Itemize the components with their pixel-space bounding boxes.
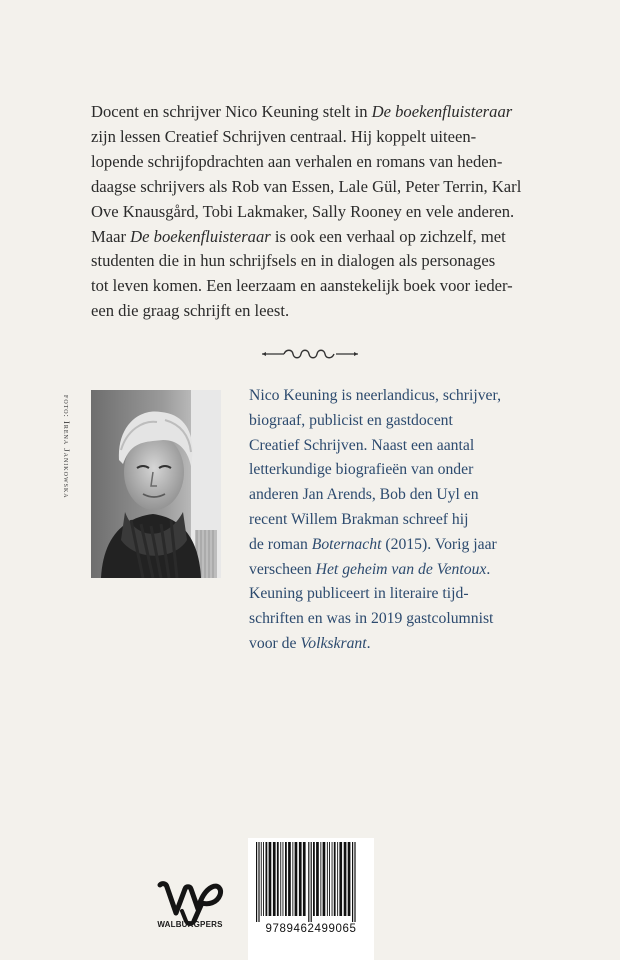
barcode-bar (273, 842, 276, 916)
ornament-divider (262, 346, 358, 362)
photo-credit: foto: Irena Janikowska (62, 395, 72, 499)
isbn-number: 9789462499065 (265, 923, 357, 935)
bio-text: letterkundige biografieën van onder (249, 461, 474, 479)
barcode-bar (277, 842, 279, 916)
blurb-line (91, 274, 527, 299)
barcode-bar (308, 842, 309, 922)
barcode-bar (332, 842, 333, 916)
blurb-text: Ove Knausgård, Tobi Lakmaker, Sally Rooney en vele anderen. (91, 201, 515, 221)
bio-italic-title: Boternacht (311, 535, 382, 553)
author-photo (91, 390, 221, 578)
bio-line (249, 434, 539, 459)
bio-line (249, 483, 539, 508)
bio-text: biograaf, publicist en gastdocent (249, 411, 453, 429)
bio-text: anderen Jan Arends, Bob den Uyl en (249, 486, 479, 504)
publisher-name: WALBURGPERS (157, 920, 223, 929)
bio-text: Creatief Schrijven. Naast een aantal (249, 436, 475, 454)
bio-text: recent Willem Brakman schreef hij (249, 510, 469, 528)
barcode-bar (263, 842, 264, 916)
bio-text: Nico Keuning is neerlandicus, schrijver, (249, 387, 502, 404)
blurb-line (91, 299, 527, 324)
barcode-bars-icon (248, 838, 374, 922)
barcode-bar (288, 842, 291, 916)
bio-italic-title: Volkskrant (300, 634, 367, 652)
barcode-bar (313, 842, 315, 916)
bio-text: verscheen (249, 560, 316, 578)
barcode-bar (316, 842, 319, 916)
bio-italic-title: Het geheim van de Ventoux (315, 560, 487, 578)
barcode-bar (354, 842, 355, 922)
bio-text: (2015). Vorig jaar (381, 535, 497, 553)
author-bio (249, 384, 539, 657)
barcode-bar (327, 842, 328, 916)
bio-line (249, 458, 539, 483)
blurb-text: daagse schrijvers als Rob van Essen, Lale Gül, Peter Terrin, Karl (91, 176, 522, 196)
blurb-line (91, 249, 527, 274)
barcode-bar (299, 842, 302, 916)
blurb-text: Maar (91, 226, 131, 246)
barcode-bar (261, 842, 262, 916)
blurb-line (91, 200, 527, 225)
blurb-text: zijn lessen Creatief Schrijven centraal. Hij koppelt uiteen- (91, 126, 477, 146)
bio-line (249, 409, 539, 434)
bio-line (249, 533, 539, 558)
blurb-text: Docent en schrijver Nico Keuning stelt in (91, 102, 372, 121)
bio-text: voor de (249, 634, 301, 652)
barcode-bar (266, 842, 268, 916)
bio-text: . (366, 634, 371, 652)
blurb-italic-title: De boekenfluisteraar (130, 226, 271, 246)
barcode-bar (295, 842, 298, 916)
blurb-text: lopende schrijfopdrachten aan verhalen en romans van heden- (91, 151, 503, 171)
blurb-line (91, 150, 527, 175)
blurb-italic-title: De boekenfluisteraar (371, 102, 513, 121)
bio-text: Keuning publiceert in literaire tijd- (249, 585, 469, 603)
barcode-bar (348, 842, 351, 916)
bio-line (249, 508, 539, 533)
blurb-line (91, 125, 527, 150)
blurb-line (91, 100, 527, 125)
bio-text: . (486, 560, 491, 578)
bio-text: de roman (249, 535, 312, 553)
barcode-bar (285, 842, 287, 916)
blurb-text (91, 100, 527, 324)
barcode-bar (269, 842, 272, 916)
blurb-text: een die graag schrijft en leest. (91, 301, 290, 321)
blurb-text: tot leven komen. Een leerzaam en aanstekelijk boek voor ieder- (91, 276, 513, 296)
barcode-bar (329, 842, 330, 916)
barcode-bar (320, 842, 321, 916)
barcode-bar (339, 842, 342, 916)
bio-line (249, 607, 539, 632)
barcode-bar (280, 842, 281, 916)
blurb-text: studenten die in hun schrijfsels en in dialogen als personages (91, 251, 496, 271)
barcode-bar (334, 842, 336, 916)
barcode-bar (311, 842, 312, 922)
blurb-line (91, 175, 527, 200)
barcode-bar (337, 842, 338, 916)
bio-line (249, 384, 539, 409)
bio-line (249, 582, 539, 607)
barcode-bar (344, 842, 347, 916)
bio-line (249, 558, 539, 583)
barcode-bar (283, 842, 284, 916)
barcode-bar (256, 842, 257, 922)
blurb-line (91, 225, 527, 250)
publisher-logo-icon (154, 875, 224, 939)
barcode-bar (352, 842, 353, 922)
bio-line (249, 632, 539, 657)
barcode-bar (292, 842, 293, 916)
barcode-bar (323, 842, 326, 916)
barcode-bar (303, 842, 306, 916)
blurb-text: is ook een verhaal op zichzelf, met (270, 226, 506, 246)
barcode (248, 838, 374, 960)
bio-text: schriften en was in 2019 gastcolumnist (249, 610, 494, 628)
barcode-bar (258, 842, 259, 922)
